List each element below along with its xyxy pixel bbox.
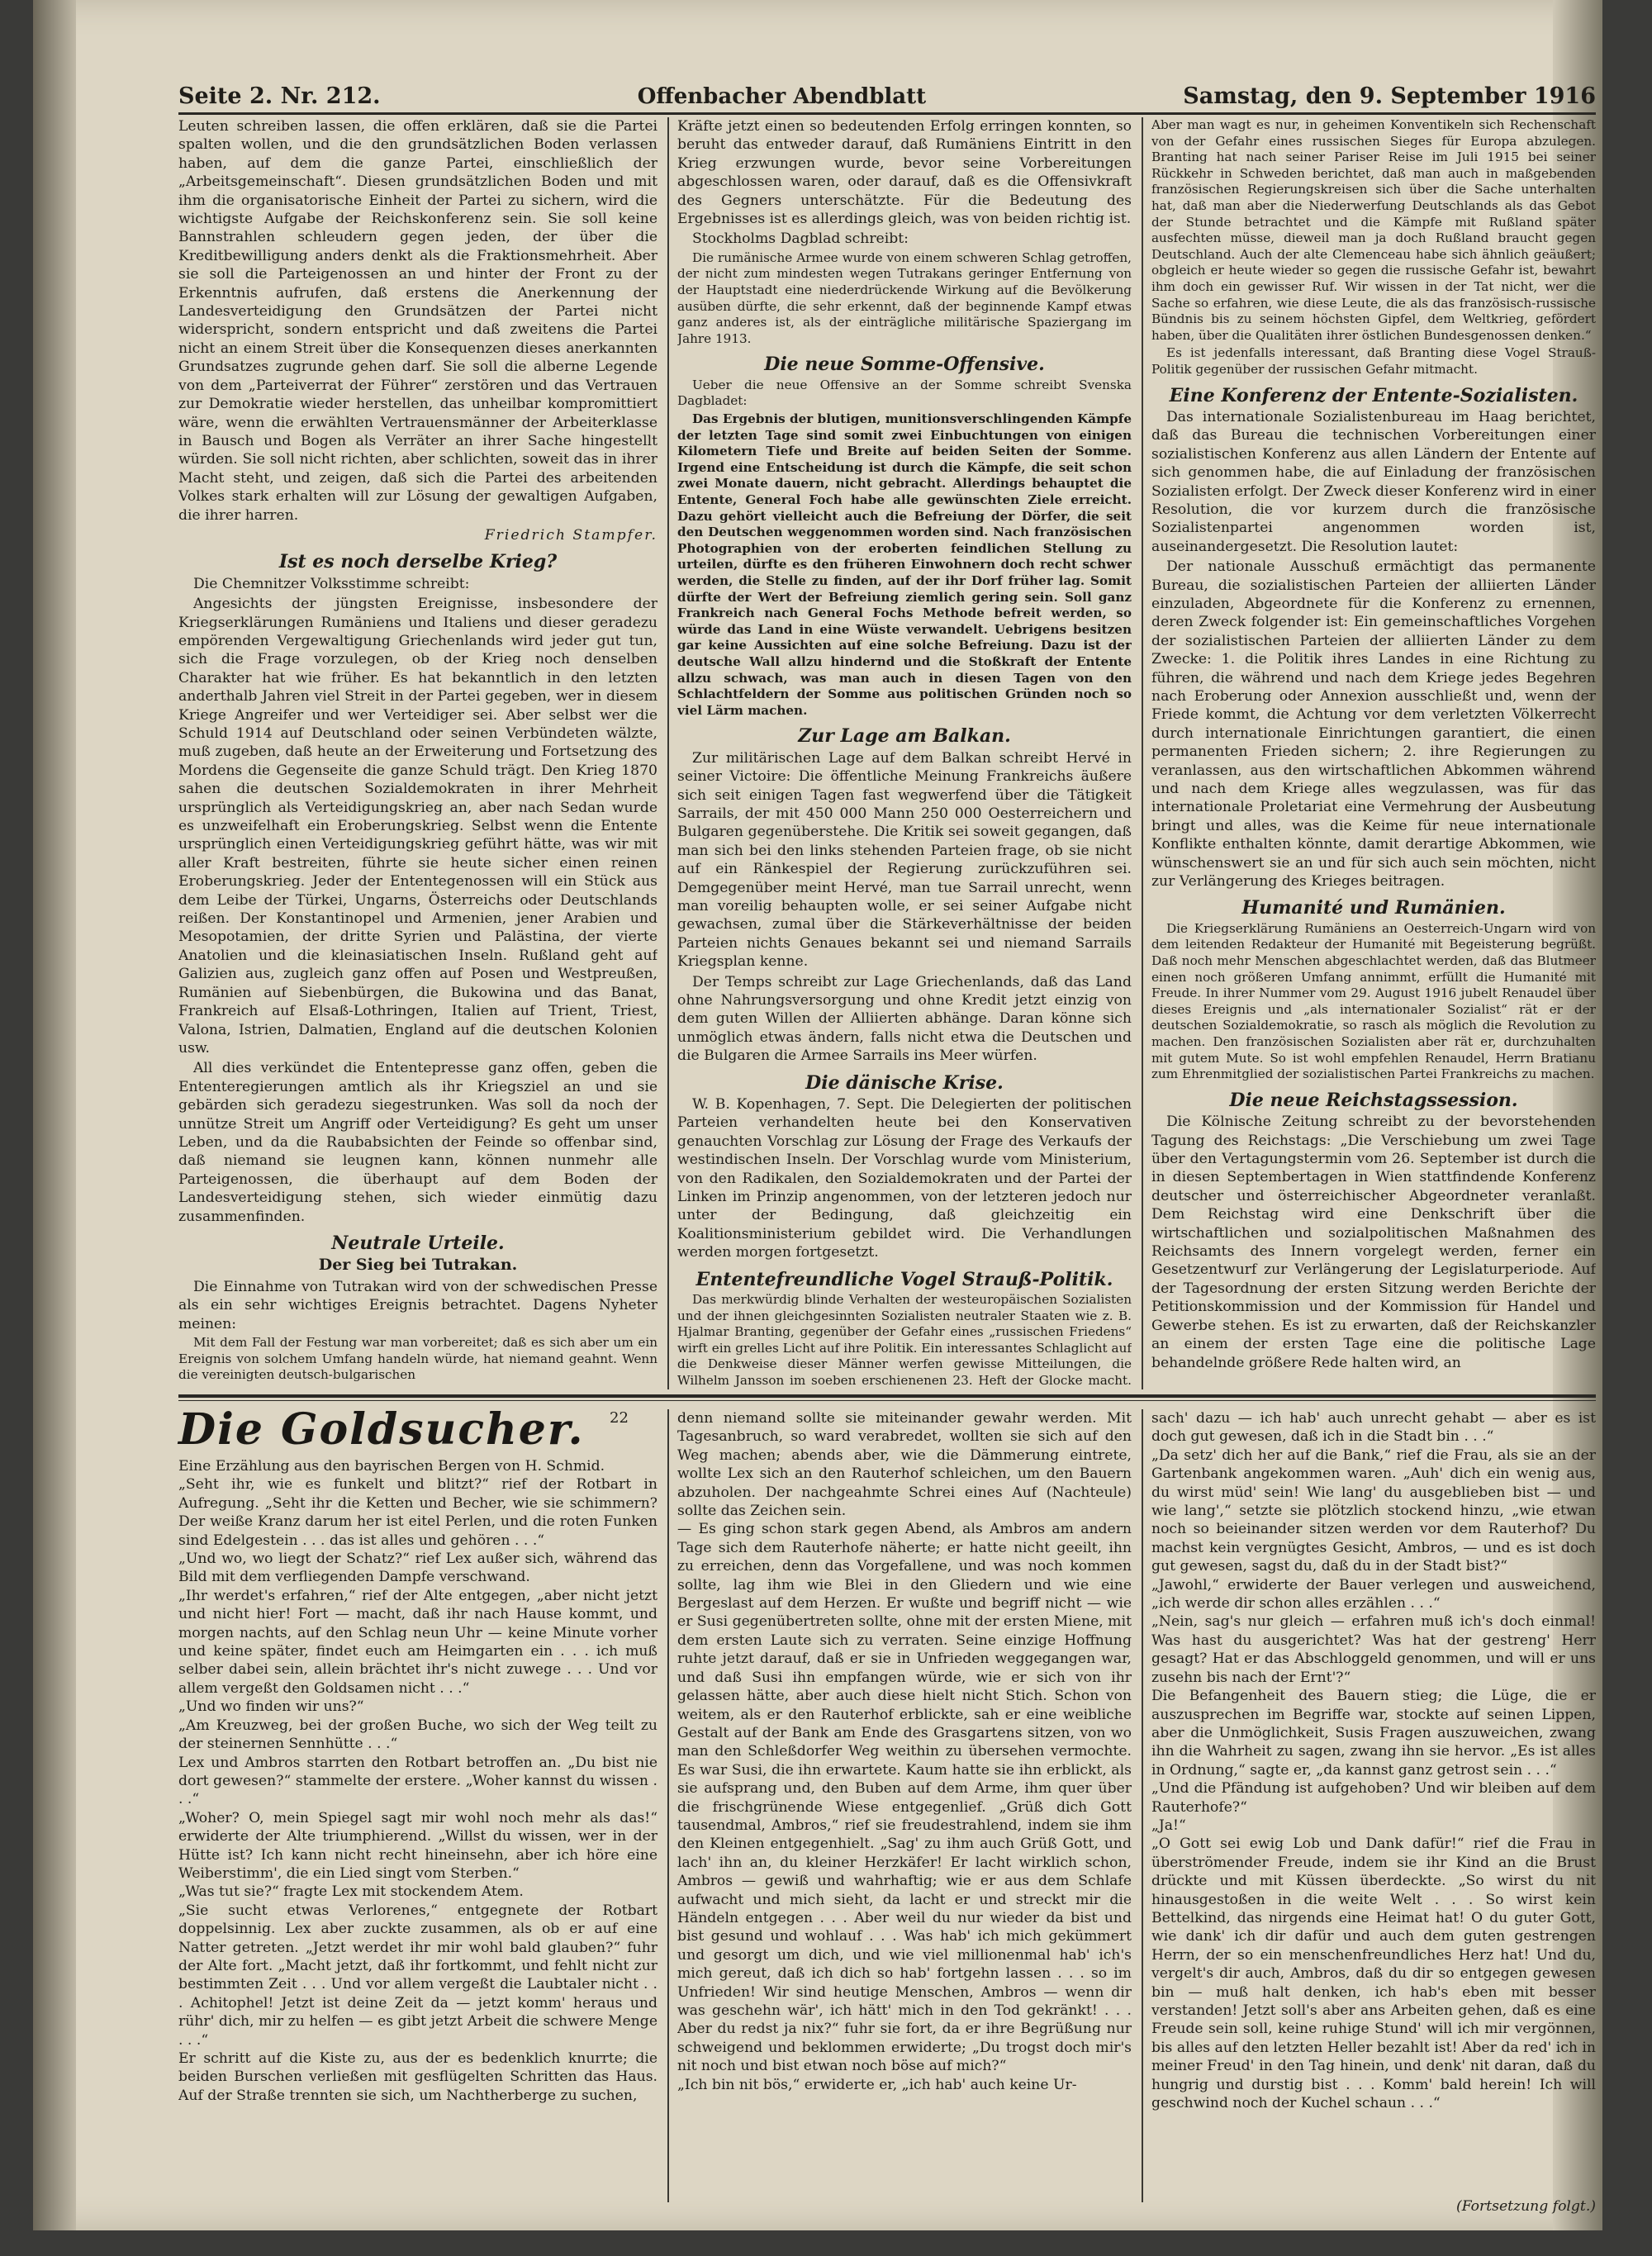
header-page-number: Seite 2. Nr. 212. [178, 83, 381, 109]
article-heading: Ententefreundliche Vogel Strauß-Politik. [695, 1268, 1113, 1290]
column-3 [1151, 117, 1596, 1389]
article-heading: Eine Konferenz der Entente-Sozialisten. [1169, 384, 1578, 406]
newspaper-page [33, 0, 1602, 2230]
article-quote: Die rumänische Armee wurde von einem schweren Schlag getroffen, der nicht zum mindesten wegen Tutrakans geringer Entfernung von der Hauptstadt eine niederdrückende Wirkung auf die Bevölkerung ausüben dürfte, die sehr erkennt, daß der beginnende Kampf etwas ganz anderes ist, als der einträgliche militärische Spaziergang im Jahre 1913. [677, 249, 1132, 346]
serial-episode-number: 22 [610, 1409, 629, 1427]
article-text: Leuten schreiben lassen, die offen erklären, daß sie die Partei spalten wollen, und die den grundsätzlichen Boden verlassen haben, auf dem die ganze Partei, einschließlich der „Arbeitsgemeinschaft“. Diesen grundsätzlichen Boden und mit ihm die organisatorische Einheit der Partei zu sichern, wird die wichtigste Aufgabe der Reichskonferenz sein. Sie soll keine Bannstrahlen schleudern gegen jeden, der über die Kreditbewilligung anders denkt als die Fraktionsmehrheit. Aber sie soll die Parteigenossen an und hinter der Front zu der Erkenntnis aufrufen, daß erstens die Anerkennung der Landesverteidigung den Grundsätzen der Partei nicht widerspricht, sondern entspricht und daß zweitens die Partei nicht an einem Streit über die Konsequenzen dieses anerkannten Grundsatzes zugrunde gehen darf. Sie soll die alberne Legende von dem „Parteiverrat der Führer“ zerstören und das Vertrauen zur Demokratie wieder herstellen, das unheilbar kompromittiert wäre, wenn die erwählten Vertrauensmänner der Arbeiterklasse in Bausch und Bogen als Verräter an ihrer Sache hingestellt würden. Sie soll nicht richten, aber schlichten, soweit das in ihrer Macht steht, und zeigen, daß sich die Partei des arbeitenden Volkes stark erhalten will zur Lösung der gewaltigen Aufgaben, die ihrer harren. [178, 118, 657, 524]
column-1 [178, 117, 657, 1389]
article-heading: Zur Lage am Balkan. [798, 725, 1011, 748]
article-text: Stockholms Dagblad schreibt: [692, 230, 909, 248]
serial-column-2: denn niemand sollte sie miteinander gewahr werden. Mit Tagesanbruch, so ward verabredet, wollten sie sich auf den Weg machen; abends aber, wie die Dämmerung eintrete, wollte Lex sich an den Rauterhof schleichen, um den Bauern abzuholen. Der nachgeahmte Schrei eines Auf (Nachteule) sollte das Zeichen sein. — Es ging schon stark gegen Abend, als Ambros am andern Tage sich dem Rauterhofe näherte; er hatte nicht geeilt, ihn zu erreichen, denn das Vorgefallene, und was noch kommen sollte, lag ihm wie Blei in den Gliedern und wie eine Bergeslast auf dem Herzen. Er wußte und begriff nicht — wie er Susi gegenübertreten sollte, ohne mit der ersten Miene, mit dem ersten Laute sich zu verraten. Seine einzige Hoffnung ruhte jetzt darauf, daß er sie in Unfrieden weggegangen war, und daß Susi ihn empfangen würde, wie er sich von ihr gelassen hätte, aber auch diese hielt nicht Stich. Schon von weitem, als er den Rauterhof erblickte, sah er eine weibliche Gestalt auf der Bank am Ende des Grasgartens sitzen, von wo man den Schleßdorfer Weg weithin zu übersehen vermochte. Es war Susi, die ihn erwartete. Kaum hatte sie ihn erblickt, als sie aufsprang und, den Buben auf dem Arme, ihm quer über die frischgrünende Wiese entgegenlief. „Grüß dich Gott tausendmal, Ambros,“ rief sie freudestrahlend, indem sie ihm den Kleinen entgegenhielt. „Sag' zu ihm auch Grüß Gott, und lach' ihn an, du kleiner Herzkäfer! Er lacht wirklich schon, Ambros — gewiß und wahrhaftig; wie er aus dem Schlafe aufwacht und mich sieht, da lacht er und streckt mir die Händeln entgegen . . . Aber weil du nur wieder da bist und bist gesund und wohlauf . . . Was hab' ich mich gekümmert und gesorgt um dich, und wie viel millionenmal hab' ich's mich gereut, daß ich dich so hab' fortgehn lassen . . . so im Unfrieden! Wir sind heutige Menschen, Ambros — wenn dir was geschehn wär', ich hätt' mich in den Tod gekränkt! . . . Aber du redst ja nix?“ fuhr sie fort, da er ihre Begrüßung nur schweigend und beklommen erwiderte; „Du trogst doch mir's nit noch und bist etwan noch böse auf mich?“ „Ich bin nit bös,“ erwiderte er, „ich hab' auch keine Ur- [677, 1410, 1132, 2093]
article-text: Die Chemnitzer Volksstimme schreibt: [193, 575, 470, 592]
feuilleton-rule [178, 1394, 1596, 1398]
article-subheading: Der Sieg bei Tutrakan. [318, 1256, 518, 1275]
article-text: Das internationale Sozialistenbureau im Haag berichtet, daß das Bureau die technischen Vorbereitungen einer sozialistischen Konferenz aus allen Ländern der Entente auf sich genommen habe, die auf Einladung der französischen Sozialisten erfolgt. Der Zweck dieser Konferenz wird in einer Resolution, die vor kurzem durch die französische Sozialistenpartei angenommen worden ist, auseinandergesetzt. Die Resolution lautet: [1151, 408, 1596, 555]
serial-column-3: sach' dazu — ich hab' auch unrecht gehabt — aber es ist doch gut gewesen, daß ich in die Stadt bin . . .“ „Da setz' dich her auf die Bank,“ rief die Frau, als sie an der Gartenbank angekommen waren. „Auh' dich ein wenig aus, du wirst müd' sein! Wie lang' du ausgeblieben bist — und wie lang',“ setzte sie plötzlich stockend hinzu, „wie etwan noch so beieinander sitzen werden vor dem Rauterhof? Du machst kein vergnügtes Gesicht, Ambros, — und es ist doch gut gewesen, sagst du, daß du in der Stadt bist?“ „Jawohl,“ erwiderte der Bauer verlegen und ausweichend, „ich werde dir schon alles erzählen . . .“ „Nein, sag's nur gleich — erfahren muß ich's doch einmal! Was hast du ausgerichtet? Was hat der gestreng' Herr gesagt? Hat er das Abschloggeld genommen, und will er uns zusehn bis nach der Ernt'?“ Die Befangenheit des Bauern stieg; die Lüge, die er auszusprechen im Begriffe war, stockte auf seinen Lippen, aber die Unmöglichkeit, Susis Fragen auszuweichen, zwang ihn die Wahrheit zu sagen, zwang ihn sie hervor. „Es ist alles in Ordnung,“ sagte er, „da kannst ganz getrost sein . . .“ „Und die Pfändung ist aufgehoben? Und wir bleiben auf dem Rauterhofe?“ „Ja!“ „O Gott sei ewig Lob und Dank dafür!“ rief die Frau in überströmender Freude, indem sie ihr Kind an die Brust drückte und mit Küssen überdeckte. „So wirst du nit hinausgestoßen in die weite Welt . . . So wirst kein Bettelkind, das nirgends eine Heimat hat! O du guter Gott, wie dank' ich dir dafür und auch dem guten gestrengen Herrn, der so ein menschenfreundliches Herz hat! Und du, vergelt's dir auch, Ambros, daß du dir so entgegen gewesen bin — muß halt denken, ich hab's eben mit besser verstanden! Jetzt soll's aber ans Arbeiten gehen, daß es eine Freude sein soll, keine ruhige Stund' will ich mir vergönnen, bis alles auf den letzten Heller bezahlt ist! Aber da red' ich in meiner Freud' in den Tag hinein, und denk' nit daran, daß du hungrig und durstig bist . . . Komm' bald herein! Ich will geschwind noch der Kuchel schaun . . .“ [1151, 1410, 1596, 2112]
page-header [178, 76, 1596, 109]
article-quote: Aber man wagt es nur, in geheimen Konventikeln sich Rechenschaft von der Gefahr eines russischen Sieges für Europa abzulegen. Branting hat nach seiner Pariser Reise im Juli 1915 bei seiner Rückkehr in Schweden berichtet, daß man auch in maßgebenden französischen Regierungskreisen sich über die Sache unterhalten hat, daß man aber die Niederwerfung Deutschlands als das Gebot der Stunde betrachtet und die Kämpfe mit Rußland später ausfechten müsse, dieweil man ja doch Rußland braucht gegen Deutschland. Auch der alte Clemenceau habe sich ähnlich geäußert; obgleich er heute wieder so gegen die russische Gefahr ist, bewahrt ihm doch ein gewisser Ruf. Wir wissen in der Tat nicht, wer die Sache so erfahren, wie diese Leute, die als das französisch-russische Bündnis bis zu seinem höchsten Gipfel, dem Weltkrieg, gefördert haben, über die Qualitäten ihrer östlichen Bundesgenossen denken.“ [1151, 117, 1596, 343]
column-divider [667, 1409, 669, 2202]
continuation-note: (Fortsetzung folgt.) [1455, 2198, 1596, 2215]
article-text: Kräfte jetzt einen so bedeutenden Erfolg erringen konnten, so beruht das entweder darauf, daß Rumäniens Eintritt in den Krieg erzwungen wurde, bevor seine Vorbereitungen abgeschlossen waren, oder darauf, daß es die Offensivkraft des Gegners unterschätzte. Für die Bedeutung des Ergebnisses ist es allerdings gleich, was von beiden richtig ist. [677, 118, 1132, 228]
article-text: Der nationale Ausschuß ermächtigt das permanente Bureau, die sozialistischen Parteien der alliierten Länder einzuladen, Abgeordnete für die Konferenz zu ernennen, deren Zweck folgender ist: Ein gemeinschaftliches Vorgehen der sozialistischen Parteien der alliierten Länder zu dem Zwecke: 1. die Politik ihres Landes in eine Richtung zu führen, die während und nach dem Kriege jedes Begehren nach Eroberung oder Annexion ausschließt und, wenn der Friede kommt, die Achtung vor dem verletzten Völkerrecht durch internationale Einrichtungen garantiert, die einen permanenten Frieden sichern; 2. ihre Regierungen zu veranlassen, aus den wirtschaftlichen Abkommen während und nach dem Kriege alles wegzulassen, was für das internationale Proletariat eine Vermehrung der Ausbeutung bringt und alles, was die Keime für neue internationale Konflikte enthalten könnte, damit derartige Abkommen, wie wünschenswert sie an und für sich auch sein möchten, nicht zur Verlängerung des Krieges beitragen. [1151, 558, 1596, 891]
article-text: Die Kölnische Zeitung schreibt zu der bevorstehenden Tagung des Reichstags: „Die Verschiebung um zwei Tage über den Vertagungstermin vom 26. September ist durch die in diesen Septembertagen in Wien stattfindende Konferenz deutscher und österreichischer Abgeordneter veranlaßt. Dem Reichstag wird eine Denkschrift über die wirtschaftlichen und sozialpolitischen Maßnahmen des Reichsamts des Innern vorgelegt werden, ferner ein Gesetzentwurf zur Verlängerung der Legislaturperiode. Auf der Tagesordnung der ersten Sitzung werden Berichte der Petitionskommission und der Kommission für Handel und Gewerbe stehen. Es ist zu erwarten, daß der Reichskanzler an einem der ersten Tage eine die politische Lage behandelnde größere Rede halten wird, an [1151, 1114, 1596, 1371]
article-text: Ueber die neue Offensive an der Somme schreibt Svenska Dagbladet: [677, 377, 1132, 409]
article-heading: Ist es noch derselbe Krieg? [278, 551, 558, 573]
header-date: Samstag, den 9. September 1916 [1183, 83, 1596, 109]
article-text: Das merkwürdig blinde Verhalten der westeuropäischen Sozialisten und der ihnen gleichgesinnten Sozialisten neutraler Staaten wie z. B. Hjalmar Branting, gegenüber der Gefahr eines „russischen Friedens“ wirft ein grelles Licht auf ihre Politik. Ein interessantes Schlaglicht auf die Denkweise dieser Männer werfen gewisse Mitteilungen, die Wilhelm Jansson im soeben erschienenen 23. Heft der Glocke macht. [677, 1292, 1132, 1389]
article-signature: Friedrich Stampfer. [484, 526, 657, 544]
article-quote: Das Ergebnis der blutigen, munitionsverschlingenden Kämpfe der letzten Tage sind somit zwei Einbuchtungen von einigen Kilometern Tiefe und Breite auf beiden Seiten der Somme. Irgend eine Entscheidung ist durch die Kämpfe, die seit schon zwei Monate dauern, nicht gebracht. Allerdings behauptet die Entente, General Foch habe alle gewünschten Ziele erreicht. Dazu gehört vielleicht auch die Befreiung der Dörfer, die seit den Deutschen weggenommen worden sind. Nach französischen Photographien von der eroberten feindlichen Stellung zu urteilen, dürfte es den früheren Einwohnern doch recht schwer werden, die Stelle zu finden, auf der ihr Dorf früher lag. Somit dürfte der Wert der Befreiung ziemlich gering sein. Soll ganz Frankreich nach General Fochs Methode befreit werden, so würde das Land in eine Wüste verwandelt. Uebrigens besitzen gar keine Aussichten auf eine solche Befreiung. Dazu ist der deutsche Wall allzu hindernd und die Stoßkraft der Entente allzu schwach, was man auch in diesen Tagen von den Schlachtfeldern der Somme aus politischen Gründen noch so viel Lärm machen. [677, 411, 1132, 718]
serial-column-1: Eine Erzählung aus den bayrischen Bergen von H. Schmid. „Seht ihr, wie es funkelt und blitzt?“ rief der Rotbart in Aufregung. „Seht ihr die Ketten und Becher, wie sie schimmern? Der weiße Kranz darum her ist eitel Perlen, und die roten Funken sind Edelgestein . . . das ist alles und gehören . . .“ „Und wo, wo liegt der Schatz?“ rief Lex außer sich, während das Bild mit dem verfliegenden Dampfe verschwand. „Ihr werdet's erfahren,“ rief der Alte entgegen, „aber nicht jetzt und nicht hier! Fort — macht, daß ihr nach Hause kommt, und morgen nachts, auf den Schlag neun Uhr — keine Minute vorher und keine später, findet euch am Heimgarten ein . . . ich muß selber dabei sein, allein brächtet ihr's nicht zuwege . . . Und vor allem vergeßt den Goldsamen nicht . . .“ „Und wo finden wir uns?“ „Am Kreuzweg, bei der großen Buche, wo sich der Weg teilt zu der steinernen Sennhütte . . .“ Lex und Ambros starrten den Rotbart betroffen an. „Du bist nie dort gewesen?“ stammelte der erstere. „Woher kannst du wissen . . .“ „Woher? O, mein Spiegel sagt mir wohl noch mehr als das!“ erwiderte der Alte triumphierend. „Willst du wissen, wer in der Hütte ist? Ich kann nicht recht hineinsehn, aber ich höre eine Weiberstimm', die ein Lied singt vom Sterben.“ „Was tut sie?“ fragte Lex mit stockendem Atem. „Sie sucht etwas Verlorenes,“ entgegnete der Rotbart doppelsinnig. Lex aber zuckte zusammen, als ob er auf eine Natter getreten. „Jetzt werdet ihr mir wohl bald glauben?“ fuhr der Alte fort. „Macht jetzt, daß ihr fortkommt, und fehlt nicht zur bestimmten Zeit . . . Und vor allem vergeßt die Laubtaler nicht . . . Achitophel! Jetzt ist deine Zeit da — jetzt komm' heraus und rühr' dich, mir zu helfen — es gibt jetzt Arbeit die schwere Menge . . .“ Er schritt auf die Kiste zu, aus der es bedenklich knurrte; die beiden Burschen verließen mit gesflügelten Schritten das Haus. Auf der Straße trennten sie sich, um Nachtherberge zu suchen, [178, 1458, 657, 2104]
article-heading: Die neue Somme-Offensive. [764, 354, 1045, 376]
article-text: Die Einnahme von Tutrakan wird von der schwedischen Presse als ein sehr wichtiges Ereignis betrachtet. Dagens Nyheter meinen: [178, 1278, 657, 1332]
header-paper-title: Offenbacher Abendblatt [637, 84, 927, 109]
article-text: Angesichts der jüngsten Ereignisse, insbesondere der Kriegserklärungen Rumäniens und Italiens und dieser geradezu empörenden Vergewaltigung Griechenlands wird jeder gut tun, sich die Frage vorzulegen, ob der Krieg noch denselben Charakter hat wie früher. Es hat bekanntlich in den letzten anderthalb Jahren viel Streit in der Partei gegeben, wer in diesem Kriege Angreifer und wer Verteidiger sei. Aber selbst wer die Schuld 1914 auf Deutschland oder seinen Verbündeten wälzte, muß zugeben, daß heute an der Erweiterung und Fortsetzung des Mordens die Gegenseite die ganze Schuld trägt. Den Krieg 1870 sahen die deutschen Sozialdemokraten in ihrer Mehrheit ursprünglich als Verteidigungskrieg an, aber nach Sedan wurde es unzweifelhaft ein Eroberungskrieg. Selbst wenn die Entente ursprünglich einen Verteidigungskrieg geführt hätte, was wir mit aller Kraft bestreiten, führte sie heute sicher einen reinen Eroberungskrieg. Jeder der Ententegenossen will ein Stück aus dem Leibe der Türkei, Ungarns, Österreichs oder Deutschlands reißen. Der Konstantinopel und Armenien, jener Arabien und Mesopotamien, der dritte Syrien und Palästina, der vierte Anatolien und die kleinasiatischen Inseln. Rußland geht auf Galizien aus, zugleich ganz offen auf Posen und Westpreußen, Rumänien auf Siebenbürgen, die Bukowina und das Banat, Frankreich auf Elsaß-Lothringen, Italien auf Trient, Triest, Valona, Istrien, Dalmatien, England auf die deutschen Kolonien usw. [178, 596, 657, 1057]
column-divider [1142, 1409, 1143, 2202]
feuilleton-rule-thin [178, 1400, 1596, 1401]
page-gutter-shadow [33, 0, 76, 2230]
serial-title: Die Goldsucher. [178, 1404, 585, 1455]
column-divider [667, 117, 669, 1389]
article-text: Zur militärischen Lage auf dem Balkan schreibt Hervé in seiner Victoire: Die öffentliche Meinung Frankreichs äußere sich seit einigen Tagen fast wegwerfend über die Tätigkeit Sarrails, der mit 450 000 Mann 250 000 Oesterreichern und Bulgaren gegenüberstehe. Die Kritik sei soweit gegangen, daß man sich bei den links stehenden Parteien frage, ob sie nicht auf ein Ränkespiel der Regierung zurückzuführen sei. Demgegenüber meint Hervé, man tue Sarrail unrecht, wenn man voreilig behaupten wolle, er sei seiner Aufgabe nicht gewachsen, zumal über die Stärkeverhältnisse der beiden Parteien nichts Genaues bekannt sei und niemand Sarrails Kriegsplan kenne. [677, 749, 1132, 971]
article-text: W. B. Kopenhagen, 7. Sept. Die Delegierten der politischen Parteien verhandelten heute bei den Konservativen genauchten Vorschlag zur Lösung der Frage des Verkaufs der westindischen Inseln. Der Vorschlag wurde vom Ministerium, von den Radikalen, den Sozialdemokraten und der Partei der Linken im Prinzip angenommen, von der letzteren jedoch nur unter der Bedingung, daß gleichzeitig ein Koalitionsministerium gebildet wird. Die Verhandlungen werden morgen fortgesetzt. [677, 1096, 1132, 1261]
article-text: Es ist jedenfalls interessant, daß Branting diese Vogel Strauß-Politik gegenüber der russischen Gefahr mitmacht. [1151, 345, 1596, 377]
article-quote: Mit dem Fall der Festung war man vorbereitet; daß es sich aber um ein Ereignis von solchem Umfang handeln würde, hat niemand geahnt. Wenn die vereinigten deutsch-bulgarischen [178, 1335, 657, 1383]
article-heading: Die dänische Krise. [805, 1071, 1004, 1094]
header-rule [178, 112, 1596, 115]
column-2 [677, 117, 1132, 1389]
article-text: Die Kriegserklärung Rumäniens an Oesterreich-Ungarn wird von dem leitenden Redakteur der Humanité mit Begeisterung begrüßt. Daß noch mehr Menschen abgeschlachtet werden, daß das Blutmeer einen noch größeren Umfang annimmt, erfüllt die Humanité mit Freude. In ihrer Nummer vom 29. August 1916 jubelt Renaudel über dieses Ereignis und „als internationaler Sozialist“ rät er der deutschen Sozialdemokratie, so rasch als möglich die Revolution zu machen. Den französischen Sozialisten aber rät er, durchzuhalten mit gutem Mute. So ist wohl empfehlen Renaudel, Herrn Bratianu zum Ehrenmitglied der sozialistischen Partei Frankreichs zu machen. [1151, 920, 1596, 1082]
column-divider [1142, 117, 1143, 1389]
article-text: All dies verkündet die Ententepresse ganz offen, geben die Ententeregierungen amtlich als ihr Kriegsziel an und sie gebärden sich geradezu siegestrunken. Was soll da noch der unnütze Streit um Angriff oder Verteidigung? Es geht um unser Leben, und da die Raubabsichten der Feinde so offenbar sind, daß niemand sie leugnen kann, können nunmehr alle Parteigenossen, die überhaupt auf dem Boden der Landesverteidigung stehen, sich wieder einmütig dazu zusammenfinden. [178, 1060, 657, 1225]
article-heading: Humanité und Rumänien. [1241, 897, 1506, 919]
article-heading: Die neue Reichstagssession. [1229, 1089, 1518, 1111]
article-heading: Neutrale Urteile. [331, 1232, 505, 1254]
article-text: Der Temps schreibt zur Lage Griechenlands, daß das Land ohne Nahrungsversorgung und ohne Kredit jetzt einzig von dem guten Willen der Alliierten abhänge. Daran könne sich unmöglich etwas ändern, falls nicht etwa die Deutschen und die Bulgaren die Armee Sarrails ins Meer würfen. [677, 973, 1132, 1065]
